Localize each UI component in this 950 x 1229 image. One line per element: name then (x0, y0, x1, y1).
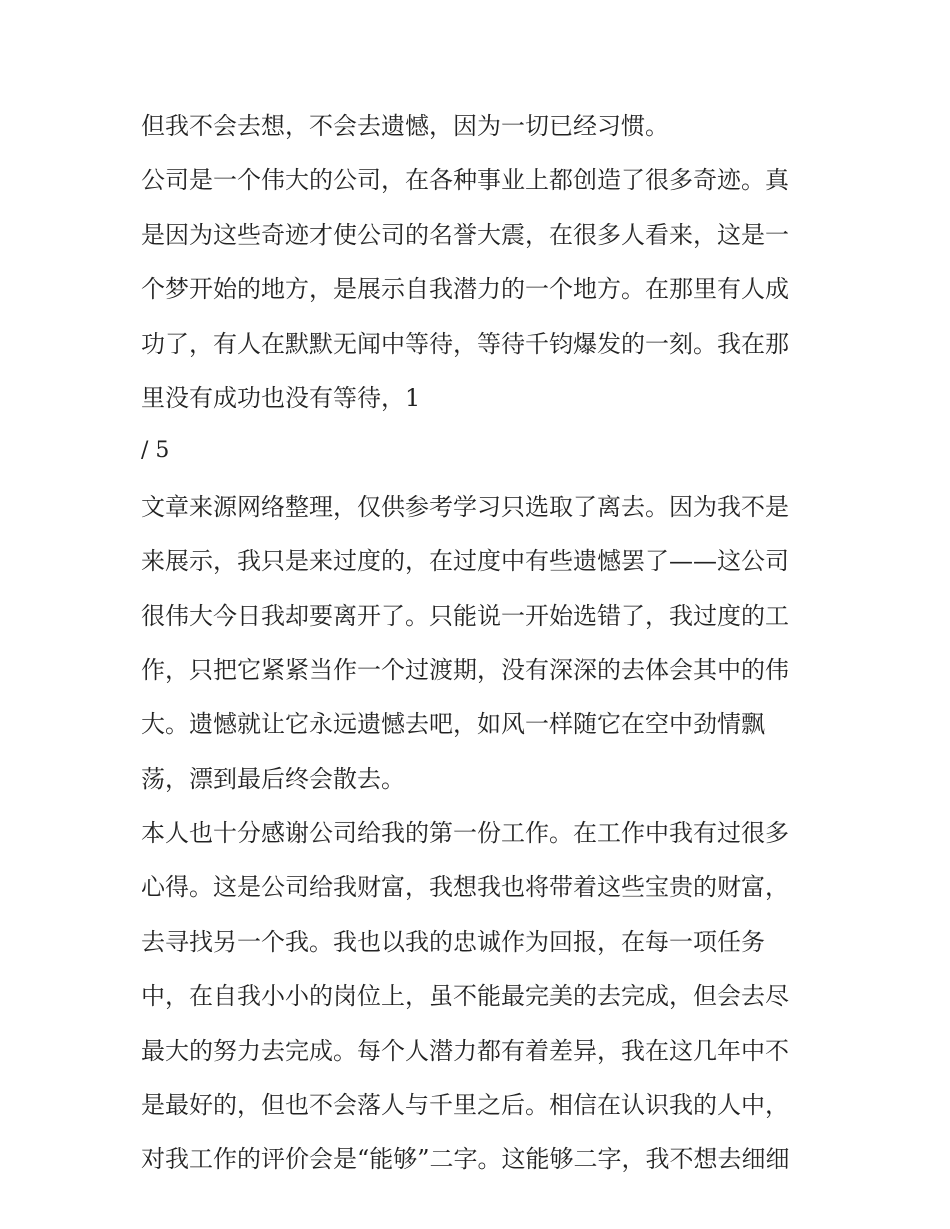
text-line: 作，只把它紧紧当作一个过渡期，没有深深的去体会其中的伟 (141, 655, 789, 684)
text-line: 但我不会去想，不会去遗憾，因为一切已经习惯。 (141, 112, 669, 140)
text-line: 对我工作的评价会是“能够”二字。这能够二字，我不想去细细 (141, 1145, 790, 1174)
text-line: 大。遗憾就让它永远遗憾去吧，如风一样随它在空中劲情飘 (141, 710, 765, 739)
text-line: 个梦开始的地方，是展示自我潜力的一个地方。在那里有人成 (141, 275, 789, 304)
text-line: 文章来源网络整理，仅供参考学习只选取了离去。因为我不是 (141, 492, 789, 521)
text-line: 里没有成功也没有等待，1 (141, 383, 421, 412)
text-line: 是因为这些奇迹才使公司的名誉大震，在很多人看来，这是一 (141, 220, 789, 249)
text-line: 功了，有人在默默无闻中等待，等待千钧爆发的一刻。我在那 (141, 329, 789, 358)
text-line: 本人也十分感谢公司给我的第一份工作。在工作中我有过很多 (141, 819, 789, 848)
text-line: 是最好的，但也不会落人与千里之后。相信在认识我的人中， (141, 1091, 789, 1120)
text-line: 心得。这是公司给我财富，我想我也将带着这些宝贵的财富， (141, 873, 789, 902)
text-line: 中，在自我小小的岗位上，虽不能最完美的去完成，但会去尽 (141, 982, 789, 1011)
text-line: 来展示，我只是来过度的，在过度中有些遗憾罢了——这公司 (141, 547, 789, 576)
document-body (141, 108, 813, 1196)
text-line: 荡，漂到最后终会散去。 (141, 764, 405, 793)
page-number: / 5 (141, 438, 170, 464)
text-line: 很伟大今日我却要离开了。只能说一开始选错了，我过度的工 (141, 601, 789, 630)
text-line: 公司是一个伟大的公司，在各种事业上都创造了很多奇迹。真 (141, 166, 789, 195)
text-line: 去寻找另一个我。我也以我的忠诚作为回报，在每一项任务 (141, 927, 765, 956)
text-line: 最大的努力去完成。每个人潜力都有着差异，我在这几年中不 (141, 1036, 789, 1065)
